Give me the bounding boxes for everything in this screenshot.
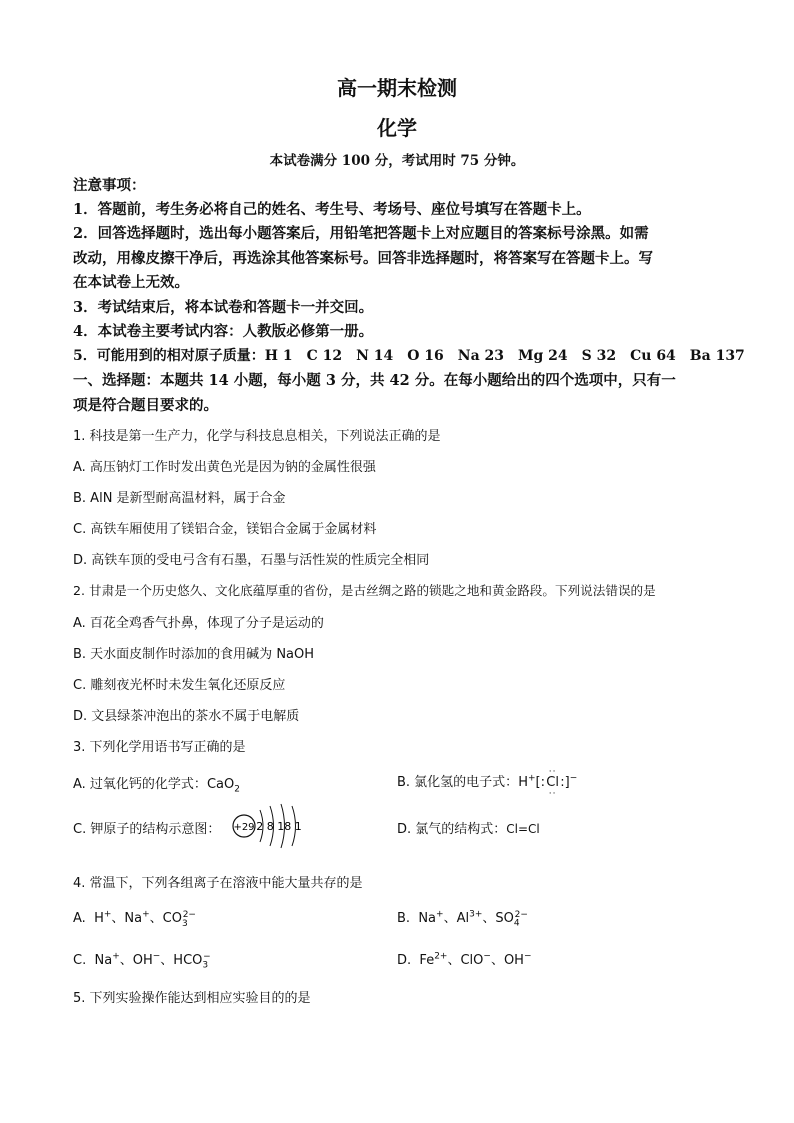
question-stem: 1. 科技是第一生产力，化学与科技息息相关，下列说法正确的是 xyxy=(73,429,441,444)
question-stem: 5. 下列实验操作能达到相应实验目的的是 xyxy=(73,991,311,1006)
option-d xyxy=(397,818,540,837)
option-d-label: D. 氯气的结构式： xyxy=(397,822,507,837)
formula-cl: Cl xyxy=(546,775,559,790)
charge-minus-icon: − xyxy=(569,773,578,784)
notice-item: 在本试卷上无效。 xyxy=(73,274,189,291)
option-a xyxy=(73,773,240,795)
nucleus-label: +29 xyxy=(233,822,255,833)
exam-title: 高一期末检测 xyxy=(337,76,457,100)
option-b xyxy=(397,767,578,799)
exam-info: 本试卷满分 100 分，考试用时 75 分钟。 xyxy=(269,153,525,169)
ion-list: Na+、$Al^{3+}$、$SO_4^{2-}$ xyxy=(414,909,528,929)
question-stem: 2. 甘肃是一个历史悠久、文化底蕴厚重的省份，是古丝绸之路的锁匙之地和黄金路段。下列说法错误的是 xyxy=(73,583,656,598)
option-a: A. 百花全鸡香气扑鼻，体现了分子是运动的 xyxy=(73,616,324,631)
option-c xyxy=(73,818,220,837)
option-b: B. AlN 是新型耐高温材料，属于合金 xyxy=(73,491,286,506)
option-a-label: A. xyxy=(73,911,86,926)
ion-list: H+、Na+、$CO_3^{2-}$ xyxy=(89,909,196,929)
formula-subscript: 2 xyxy=(234,784,240,795)
option-d: D. 文县绿茶冲泡出的茶水不属于电解质 xyxy=(73,709,300,724)
notice-item: 1．答题前，考生务必将自己的姓名、考生号、考场号、座位号填写在答题卡上。 xyxy=(73,201,591,218)
charge-plus-icon: + xyxy=(527,773,536,784)
section-heading: 一、选择题：本题共 14 小题，每小题 3 分，共 42 分。在每小题给出的四个选项中，只有一 xyxy=(73,372,676,389)
option-c xyxy=(73,949,216,971)
formula-h: H xyxy=(518,775,528,790)
section-heading: 项是符合题目要求的。 xyxy=(73,397,218,414)
option-c-label: C. 钾原子的结构示意图： xyxy=(73,822,221,837)
notice-heading: 注意事项： xyxy=(73,177,146,194)
option-b-label: B. 氯化氢的电子式： xyxy=(397,775,519,790)
formula-text: CaO xyxy=(206,777,235,792)
notice-item: 2．回答选择题时，选出每小题答案后，用铅笔把答题卡上对应题目的答案标号涂黑。如需 xyxy=(73,225,649,242)
electron-formula-hcl: H+[ ·· : Cl : ·· ]− xyxy=(518,767,578,799)
question-stem: 4. 常温下，下列各组离子在溶液中能大量共存的是 xyxy=(73,876,363,891)
option-d xyxy=(397,949,532,968)
option-d-label: D. xyxy=(397,953,412,968)
option-c: C. 雕刻夜光杯时未发生氧化还原反应 xyxy=(73,678,286,693)
formula-cl2: Cl=Cl xyxy=(506,822,540,836)
option-c-label: C. xyxy=(73,953,87,968)
option-c: C. 高铁车厢使用了镁铝合金，镁铝合金属于金属材料 xyxy=(73,522,377,537)
ion-list: Na+、OH−、$HCO_3^-$ xyxy=(90,951,211,971)
ion-list: $Fe^{2+}$、ClO−、OH− xyxy=(415,951,532,968)
subject-title: 化学 xyxy=(377,116,417,140)
notice-item: 改动，用橡皮擦干净后，再选涂其他答案标号。回答非选择题时，将答案写在答题卡上。写 xyxy=(73,250,653,267)
option-a xyxy=(73,907,201,929)
question-stem: 3. 下列化学用语书写正确的是 xyxy=(73,740,246,755)
notice-item: 3．考试结束后，将本试卷和答题卡一并交回。 xyxy=(73,299,374,316)
option-d: D. 高铁车顶的受电弓含有石墨，石墨与活性炭的性质完全相同 xyxy=(73,553,430,568)
option-b: B. 天水面皮制作时添加的食用碱为 NaOH xyxy=(73,647,315,662)
atom-structure-diagram-icon xyxy=(230,800,310,850)
notice-item: 4．本试卷主要考试内容：人教版必修第一册。 xyxy=(73,323,374,340)
notice-item: 5．可能用到的相对原子质量：H 1 C 12 N 14 O 16 Na 23 Mg 24 S 32 Cu 64 Ba 137 xyxy=(73,348,745,364)
electron-dots-icon: ·· : Cl : ·· xyxy=(540,767,565,799)
dots-top-icon: ·· xyxy=(548,767,557,777)
option-a: A. 高压钠灯工作时发出黄色光是因为钠的金属性很强 xyxy=(73,460,376,475)
formula-cao2 xyxy=(206,777,240,795)
option-a-label: A. 过氧化钙的化学式： xyxy=(73,777,207,792)
shell-electron-counts: 2 8 18 1 xyxy=(256,820,302,833)
option-b-label: B. xyxy=(397,911,411,926)
option-b xyxy=(397,907,533,929)
dots-bottom-icon: ·· xyxy=(548,789,557,799)
